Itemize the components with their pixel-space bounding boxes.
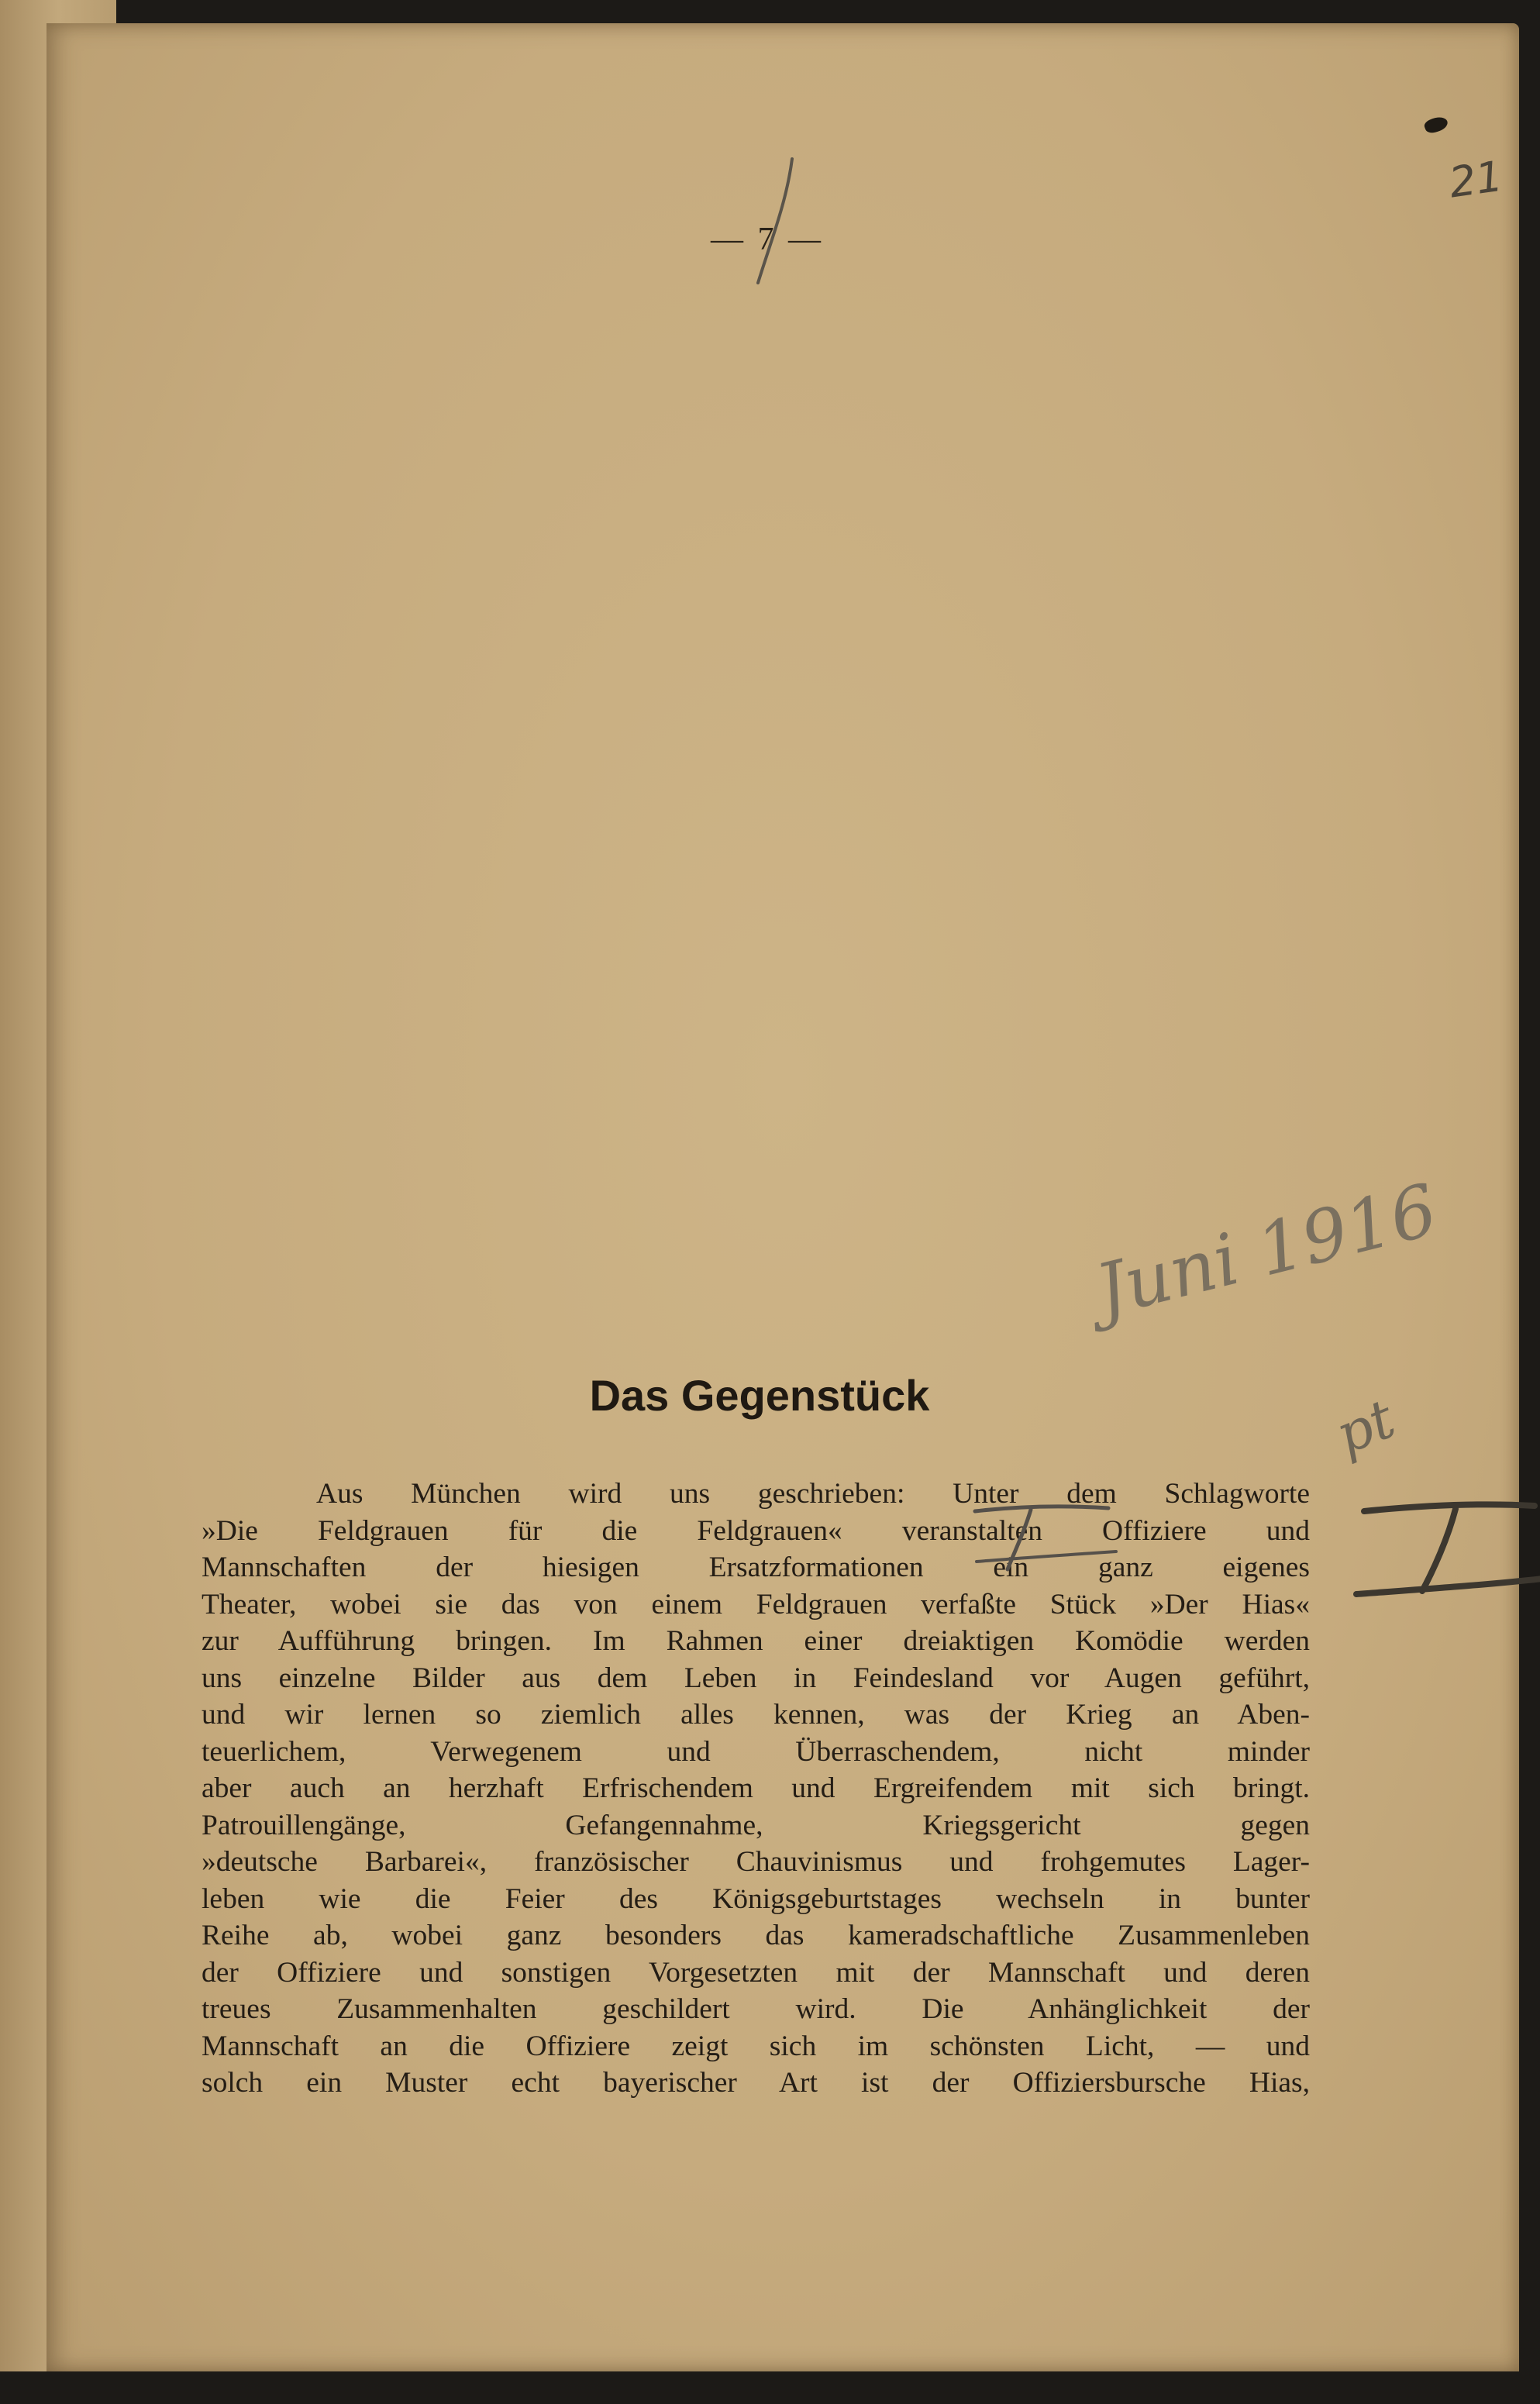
text-line: »Die Feldgrauen für die Feldgrauen« veranstalten Offiziere und <box>202 1514 1310 1547</box>
handwritten-folio-number: 21 <box>1445 151 1506 208</box>
text-line: zur Aufführung bringen. Im Rahmen einer dreiaktigen Komödie werden <box>202 1625 1310 1657</box>
text-line: Patrouillengänge, Gefangennahme, Kriegsgericht gegen <box>202 1809 1310 1841</box>
page-number: — 7 — <box>711 222 824 257</box>
text-line: treues Zusammenhalten geschildert wird. Die Anhänglichkeit der <box>202 1993 1310 2025</box>
handwritten-mark: pt <box>1327 1386 1404 1467</box>
text-line: der Offiziere und sonstigen Vorgesetzten mit der Mannschaft und deren <box>202 1956 1310 1989</box>
text-line: aber auch an herzhaft Erfrischendem und Ergreifendem mit sich bringt. <box>202 1772 1310 1804</box>
text-line: Theater, wobei sie das von einem Feldgrauen verfaßte Stück »Der Hias« <box>202 1588 1310 1620</box>
article-body <box>202 1476 1310 2102</box>
text-line: und wir lernen so ziemlich alles kennen, was der Krieg an Aben- <box>202 1699 1310 1731</box>
text-line: Mannschaft an die Offiziere zeigt sich im schönsten Licht, — und <box>202 2030 1310 2062</box>
handwritten-date: Juni 1916 <box>1087 1168 1445 1333</box>
pencil-slash-mark <box>744 155 806 287</box>
text-line: solch ein Muster echt bayerischer Art ist der Offiziersbursche Hias, <box>202 2067 1310 2099</box>
text-line: »deutsche Barbarei«, französischer Chauvinismus und frohgemutes Lager- <box>202 1846 1310 1878</box>
text-line: leben wie die Feier des Königsgeburtstages wechseln in bunter <box>202 1882 1310 1915</box>
text-line: uns einzelne Bilder aus dem Leben in Feindesland vor Augen geführt, <box>202 1662 1310 1694</box>
book-page <box>47 23 1519 2371</box>
text-line: Mannschaften der hiesigen Ersatzformationen ein ganz eigenes <box>202 1552 1310 1583</box>
text-line: Aus München wird uns geschrieben: Unter dem Schlagworte <box>316 1478 1310 1510</box>
text-line: Reihe ab, wobei ganz besonders das kameradschaftliche Zusammenleben <box>202 1920 1310 1951</box>
text-line: teuerlichem, Verwegenem und Überraschendem, nicht minder <box>202 1735 1310 1768</box>
roman-numeral-mark <box>1349 1492 1540 1608</box>
pencil-strikeout-mark <box>969 1488 1124 1573</box>
article-title: Das Gegenstück <box>589 1371 930 1420</box>
ink-blot <box>1423 114 1449 135</box>
